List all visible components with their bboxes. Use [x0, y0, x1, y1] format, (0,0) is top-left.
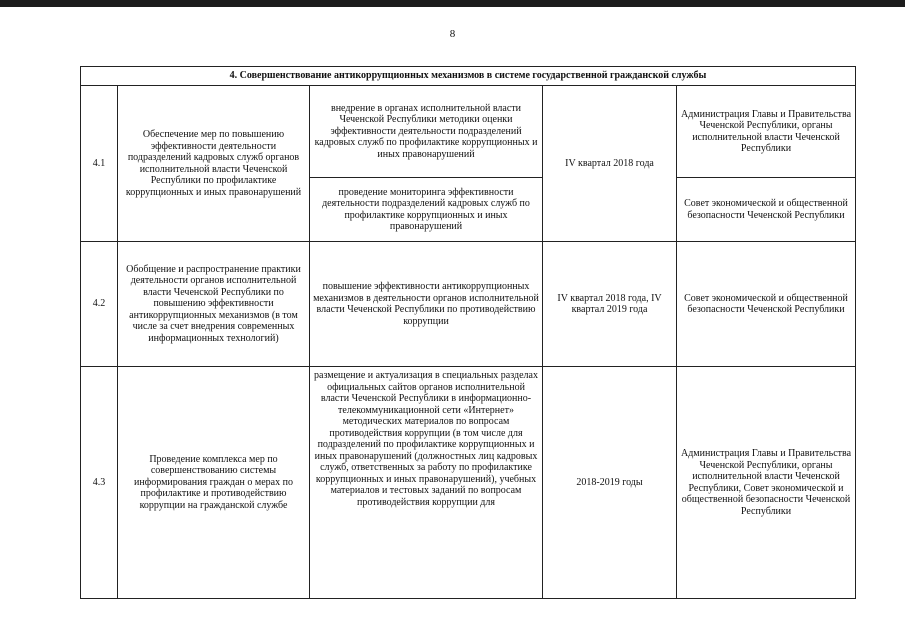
deadline-cell: IV квартал 2018 года [543, 86, 677, 242]
table-row [81, 242, 856, 367]
page-number: 8 [449, 28, 456, 40]
table-row [81, 86, 856, 178]
result-cell [310, 367, 543, 599]
section-title: 4. Совершенствование антикоррупционных механизмов в системе государственной гражданской службы [81, 67, 856, 86]
top-border-bar [0, 0, 905, 7]
result-text: размещение и актуализация в специальных разделах официальных сайтов органов исполнительной власти Чеченской Республики в информационно-телекоммуникационной сети «Интернет» методических материалов по вопросам противодействия коррупции (в том числе для подразделений по профилактике коррупционных и иных правонарушений (должностных лиц кадровых служб, ответственных за работу по профилактике коррупционных и иных правонарушений), учебных материалов и тестовых заданий по вопросам противодействия коррупции для [314, 370, 538, 508]
row-number: 4.2 [81, 242, 118, 367]
deadline-cell: 2018-2019 годы [543, 367, 677, 599]
responsible-cell: Совет экономической и общественной безопасности Чеченской Республики [677, 178, 856, 242]
result-cell: внедрение в органах исполнительной власти Чеченской Республики методики оценки эффективности деятельности подразделений кадровых служб по профилактике коррупционных и иных правонарушений [310, 86, 543, 178]
measure-cell: Обеспечение мер по повышению эффективности деятельности подразделений кадровых служб органов исполнительной власти Чеченской Республики по профилактике коррупционных и иных правонарушений [118, 86, 310, 242]
measure-cell: Обобщение и распространение практики деятельности органов исполнительной власти Чеченской Республики по повышению эффективности антикоррупционных механизмов (в том числе за счет внедрения современных информационных технологий) [118, 242, 310, 367]
section-header-row [81, 67, 856, 86]
row-number: 4.3 [81, 367, 118, 599]
result-cell: повышение эффективности антикоррупционных механизмов в деятельности органов исполнительной власти Чеченской Республики по противодействию коррупции [310, 242, 543, 367]
row-number: 4.1 [81, 86, 118, 242]
responsible-cell: Совет экономической и общественной безопасности Чеченской Республики [677, 242, 856, 367]
result-cell: проведение мониторинга эффективности деятельности подразделений кадровых служб по профилактике коррупционных и иных правонарушений [310, 178, 543, 242]
table-row [81, 367, 856, 599]
measures-table [80, 66, 856, 599]
measure-cell: Проведение комплекса мер по совершенствованию системы информирования граждан о мерах по профилактике и противодействию коррупции на гражданской службе [118, 367, 310, 599]
deadline-cell: IV квартал 2018 года, IV квартал 2019 года [543, 242, 677, 367]
responsible-cell: Администрация Главы и Правительства Чеченской Республики, органы исполнительной власти Чеченской Республики [677, 86, 856, 178]
responsible-cell: Администрация Главы и Правительства Чеченской Республики, органы исполнительной власти Чеченской Республики, Совет экономической и общественной безопасности Чеченской Республики [677, 367, 856, 599]
